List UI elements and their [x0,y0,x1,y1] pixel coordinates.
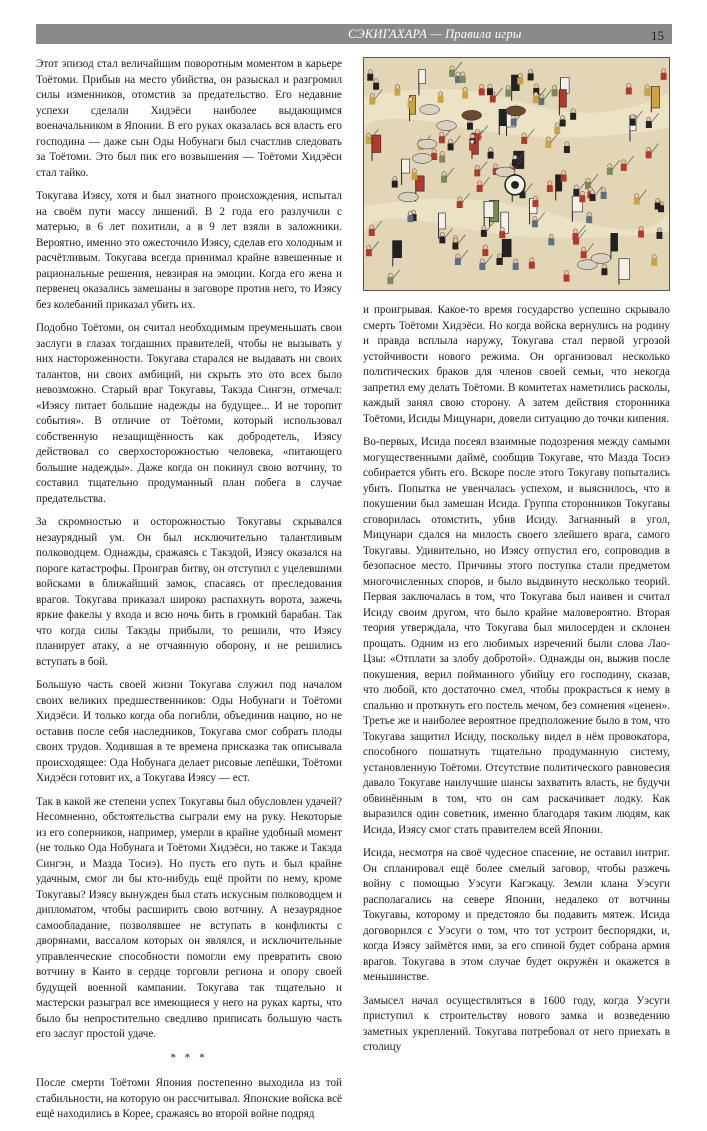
warrior-head [494,164,498,168]
warrior-armor [439,236,445,243]
warrior-head [500,227,504,231]
warrior-head [367,245,371,249]
warrior-armor [411,173,417,180]
warrior-armor [561,175,567,182]
warrior-armor [545,141,551,148]
horse [437,121,457,131]
warrior-head [522,133,526,137]
warrior-armor [367,74,373,81]
warrior-head [581,247,585,251]
section-separator: * * * [170,1051,208,1064]
warrior-head [645,85,649,89]
paragraph: Подобно Тоётоми, он считал необходимым преуменьшать свои заслуги в глазах тогдашних правителей, чтобы не вызывать у них настороженности. Токугава старался не выдавать ни своих талантов, ни своих амбиций, ни скрыть это ото всех было невозможно. Старый враг Токугавы, Такэда Сингэн, отмечал: «Иэясу питает большие надежды на будущее... И не торопит события». В отличие от Тоётоми, который использовал собственную незащищённость как добродетель, Иэясу действовал со сверхосторожностью человека, «питающего большие надежды». Даже когда он покинул свою вотчину, то составил тщательно продуманный план побега в случае предательства. [36,322,342,505]
warrior-armor [408,101,414,108]
warrior-armor [460,76,466,83]
warrior-armor [455,258,461,265]
banner-flag [651,87,659,108]
warrior-armor [469,144,475,151]
warrior-head [412,169,416,173]
warrior-armor [462,92,468,99]
warrior-head [534,84,538,88]
warrior-head [366,133,370,137]
clan-crest-center [511,181,519,189]
paragraph: Токугава Иэясу, хотя и был знатного происхождения, испытал на своём пути массу лишений. В 2 года его разлучили с матерью, в 6 лет похитили, а в 9 лет взяли в заложники. Вероятно, именно это ожесточило Иэясу, сделав его холодным и расчётливым. Токугава всегда принимал крайне взвешенные и рациональные решения, невзирая на эмоции. Когда его жена и первенец оказались замешаны в заговоре против него, то Иэясу без колебаний приказал убить их. [36,190,342,311]
warrior-armor [439,136,445,143]
warrior-head [476,129,480,133]
warrior-armor [646,151,652,158]
warrior-head [450,66,454,70]
warrior-head [580,191,584,195]
battle-painting-svg [364,58,669,290]
warrior-head [657,228,661,232]
warrior-head [546,137,550,141]
warrior-head [497,254,501,258]
warrior-armor [552,89,558,96]
warrior-armor [656,232,662,239]
warrior-head [480,259,484,263]
warrior-armor [601,192,607,199]
warrior-head [534,92,538,96]
warrior-armor [581,251,587,258]
paragraph: За скромностью и осторожностью Токугавы скрывался незаурядный ум. Он был исключительно талантливым полководцем. Однажды, сражаясь с Такэдой, Иэясу оказался на пороге катастрофы. Проиграв битву, он отступил с уцелевшими войсками в ближайший замок, спасаясь от преследования врагов. Токугава приказал широко распахнуть ворота, зажечь яркие факелы у входа и всю ночь бить в громкий барабан. Так что когда силы Такэды прибыли, то решили, что Иэясу планирует атаку, а не отчаянную оборону, и не решились вступать в бой. [36,516,342,668]
warrior-head [370,93,374,97]
warrior-armor [387,277,393,284]
warrior-armor [607,168,613,175]
paragraph: После смерти Тоётоми Япония постепенно выходила из той стабильности, на которую он рассчитывал. Японские войска всё ещё находились в Корее, сражаясь во второй войне подряд [36,1077,342,1120]
warrior-armor [630,119,636,126]
warrior-armor [441,176,447,183]
warrior-head [586,178,590,182]
warrior-armor [488,152,494,159]
warrior-armor [487,88,493,95]
warrior-head [395,85,399,89]
warrior-head [388,273,392,277]
warrior-armor [601,268,607,275]
warrior-head [432,149,436,153]
warrior-head [602,264,606,268]
warrior-armor [533,96,539,103]
warrior-armor [564,146,570,153]
warrior-armor [547,185,553,192]
warrior-armor [572,233,578,240]
horse [591,253,611,263]
warrior-armor [394,89,400,96]
paragraph: Исида, несмотря на своё чудесное спасение, не оставил интриг. Он спланировал ещё более смелый заговор, чтобы разжечь войну с помощью Уэсуги Кагэкацу. Земли клана Уэсуги располагались на севере Японии, недалеко от вотчины Токугавы, которому и предстояло бы подавить мятеж. Исида договорился с Уэсуги о том, что тот устроит беспорядки, и, когда Иэясу займётся ими, за его спиной будет собрана армия врагов. Токугава в этом случае будет окружён и окажется в меньшинстве. [363,847,670,983]
banner-flag [559,90,566,107]
banner-flag [502,239,511,257]
warrior-head [438,92,442,96]
warrior-head [470,134,474,138]
warrior-head [622,160,626,164]
warrior-head [590,190,594,194]
warrior-armor [366,137,372,144]
warrior-armor [475,134,481,141]
warrior-armor [474,169,480,176]
warrior-head [442,172,446,176]
warrior-head [530,258,534,262]
warrior-head [635,193,639,197]
paragraph: Так в какой же степени успех Токугавы был обусловлен удачей? Несомненно, обстоятельства сыграли ему на руку. Некоторые из его соперников, например, умерли в крайне удобный момент (не только Ода Нобунага и Тоётоми Хидэёси, но также и Такэда Сингэн, и Мазда Тосиэ). Но пусть его путь и был крайне удачным, смог ли бы кто-нибудь ещё пройти по нему, кроме Токугавы? Иэясу вынужден был стать искусным полководцем и дипломатом, чтобы расширить свою вотчину. А незаурядное самообладание, позволявшее не вступать в конфликты с дворянами, вассалом которых он являлся, и исключительные управленческие способности помогли ему превратить свою вотчину в Канто в сердце торговли региона и опору своей будущей военной кампании. Токугава так тщательно и мастерски разыграл все имеющиеся у него на руках карты, что было бы непростительно сведливо приписать большую часть его заслуг простой удаче. [36,795,342,1040]
warrior-head [488,84,492,88]
warrior-head [483,245,487,249]
warrior-armor [373,83,379,90]
paragraph: Этот эпизод стал величайшим поворотным моментом в карьере Тоётоми. Прибыв на место убийства, он разыскал и разгромил силы изменников, отомстив за предательство. Его недавние успехи сделали Хидэёси наиболее выдающимся военачальником в Японии. В его руках оказалась вся власть его господина — даже сын Оды Нобунаги был счастлив следовать за Тоётоми. Это был пик его возвышения — Тоётоми Хидэёси стал тайко. [36,58,342,179]
warrior-armor [511,119,517,126]
banner-flag [402,159,410,173]
warrior-armor [644,89,650,96]
warrior-armor [448,143,454,150]
warrior-head [480,84,484,88]
warrior-head [571,109,575,113]
warrior-armor [626,88,632,95]
warrior-head [370,225,374,229]
banner-flag [611,233,618,251]
warrior-head [506,85,510,89]
banner-flag [619,259,630,280]
left-column [36,57,342,1131]
warrior-armor [369,229,375,236]
warrior-armor [512,159,518,166]
warrior-head [513,259,517,263]
warrior-head [647,117,651,121]
warrior-head [470,140,474,144]
warrior-armor [532,220,538,227]
warrior-armor [479,88,485,95]
warrior-armor [477,185,483,192]
warrior-head [561,170,565,174]
warrior-head [528,69,532,73]
warrior-head [565,142,569,146]
warrior-head [440,151,444,155]
warrior-armor [517,77,523,84]
warrior-head [456,254,460,258]
horse [506,106,526,116]
warrior-head [560,115,564,119]
warrior-head [564,271,568,275]
warrior-armor [548,238,554,245]
warrior-head [533,216,537,220]
warrior-head [627,83,631,87]
warrior-head [555,123,559,127]
warrior-armor [366,249,372,256]
warrior-armor [513,263,519,270]
warrior-head [513,155,517,159]
warrior-head [549,234,553,238]
warrior-armor [564,275,570,282]
warrior-armor [554,127,560,134]
warrior-head [639,226,643,230]
warrior-armor [634,198,640,205]
warrior-head [608,164,612,168]
warrior-armor [439,156,445,163]
warrior-armor [655,203,661,210]
warrior-head [475,165,479,169]
warrior-head [661,69,665,73]
warrior-head [453,238,457,242]
warrior-armor [499,231,505,238]
horse [417,139,437,149]
running-header-title: СЭКИГАХАРА — Правила игры [348,27,522,41]
warrior-head [482,226,486,230]
warrior-head [458,197,462,201]
warrior-armor [590,194,596,201]
horse [420,105,440,115]
warrior-head [440,232,444,236]
horse [398,192,418,202]
warrior-head [368,70,372,74]
paragraph: Во-первых, Исида посеял взаимные подозрения между самыми могущественными даймё, сообщив Токугаве, что Мазда Тосиэ собирается убить его. Вскоре после этого Токугаву попытались убить. Попытка не увенчалась успехом, и выяснилось, что в покушении был замешан Исида. Группа сторонников Токугавы сговорилась отомстить, убив Исиду. Загнанный в угол, Мицунари сдался на милость своего злейшего врага, самого Токугавы. Удивительно, но Иэясу отпустил его, сопроводив в безопасное место. Причины этого поступка стали предметом многочисленных споров, и было выдвинуто несколько теорий. Первая заключалась в том, что Токугава был наивен и считал Исиду своим другом, что было крайне маловероятно. Вторая теория утверждала, что Токугава был милосерден и склонен прощать. Одним из его любимых изречений были слова Лао-Цзы: «Отплати за злобу добротой». Однажды он, выжив после покушения, верил пойманного убийцу его господину, сказав, что любой, кто достаточно смел, чтобы прокрасться к нему в спальню и проткнуть его постель мечом, без сомнения «ценен». Третье же и наиболее вероятное предположение было в том, что Токугава защитил Исиду, поскольку видел в нём провокатора, способного пошатнуть тщательно продуманную систему, установленную Тоётоми. Отсутствие политического равновесия давало Токугаве наилучшие шансы захватить власть, не будучи обвинённым в том, что он сам раскачивает лодку. Как выразился один советник, именно благодаря таким людям, как Исида, Иэясу смог стать правителем всей Японии. [363,436,670,836]
warrior-armor [438,96,444,103]
warrior-head [488,147,492,151]
warrior-armor [529,262,535,269]
warrior-armor [586,216,592,223]
page-number: 15 [651,28,664,43]
warrior-armor [570,113,576,120]
warrior-armor [651,259,657,266]
warrior-armor [528,73,534,80]
warrior-armor [467,123,473,130]
warrior-armor [538,98,544,105]
right-column [363,303,670,1064]
warrior-head [548,181,552,185]
warrior-armor [646,121,652,128]
banner-flag [419,70,425,84]
warrior-armor [407,215,413,222]
warrior-head [518,73,522,77]
warrior-head [374,79,378,83]
warrior-armor [452,243,458,250]
warrior-armor [481,230,487,237]
banner-flag [372,135,381,152]
horse [412,153,432,163]
running-header-bar [36,24,672,44]
warrior-armor [490,96,496,103]
warrior-head [655,198,659,202]
warrior-armor [532,200,538,207]
warrior-head [587,212,591,216]
warrior-head [461,72,465,76]
warrior-armor [457,201,463,208]
warrior-armor [496,258,502,265]
warrior-armor [661,73,667,80]
warrior-head [646,147,650,151]
warrior-armor [479,263,485,270]
warrior-head [408,97,412,101]
battle-painting [363,57,670,291]
warrior-head [393,176,397,180]
warrior-armor [392,181,398,188]
paragraph: и проигрывая. Какое-то время государство успешно скрывало смерть Тоётоми Хидэёси. Но когда войска вернулись на родину и правда всплыла наружу, Токугава стал первой угрозой устойчивости нового режима. Он организовал несколько политических браков для членов своей семьи, что некогда запретил ему делать Тоётоми. В комитетах наметились расколы, каждый занял свою сторону. А затем действия сторонника Тоётоми, Исиды Мицунари, довели ситуацию до точки кипения. [363,304,670,425]
warrior-armor [482,249,488,256]
warrior-head [573,229,577,233]
warrior-head [652,255,656,259]
warrior-armor [521,137,527,144]
banner-flag [393,241,402,258]
warrior-armor [579,195,585,202]
warrior-head [463,87,467,91]
warrior-armor [369,98,375,105]
warrior-armor [449,70,455,77]
warrior-head [601,188,605,192]
paragraph: Замысел начал осуществляться в 1600 году, когда Уэсуги приступил к строительству нового замка и возведению заметных укреплений. Токугава потребовал от него приехать в столицу [363,994,670,1053]
warrior-head [533,196,537,200]
paragraph: Большую часть своей жизни Токугава служил под началом своих великих предшественников: Оды Нобунаги и Тоётоми Хидэёси. И только когда оба погибли, объединив нацию, но не оставив после себя наследников, Токугава смог собрать плоды своих трудов. Ходившая в те времена присказка так описывала происходящее: Ода Нобунага делает рисовые лепёшки, Тоётоми Хидэёси готовит их, а Токугава Иэясу — ест. [36,679,342,784]
warrior-head [477,181,481,185]
warrior-armor [638,231,644,238]
warrior-head [630,115,634,119]
warrior-head [440,132,444,136]
warrior-armor [560,120,566,127]
warrior-head [574,185,578,189]
warrior-armor [505,90,511,97]
warrior-armor [573,189,579,196]
warrior-head [552,85,556,89]
warrior-head [456,72,460,76]
banner-flag [439,213,446,229]
warrior-head [408,211,412,215]
banner-flag [484,201,494,217]
horse [462,110,482,120]
warrior-armor [621,164,627,171]
warrior-head [448,139,452,143]
